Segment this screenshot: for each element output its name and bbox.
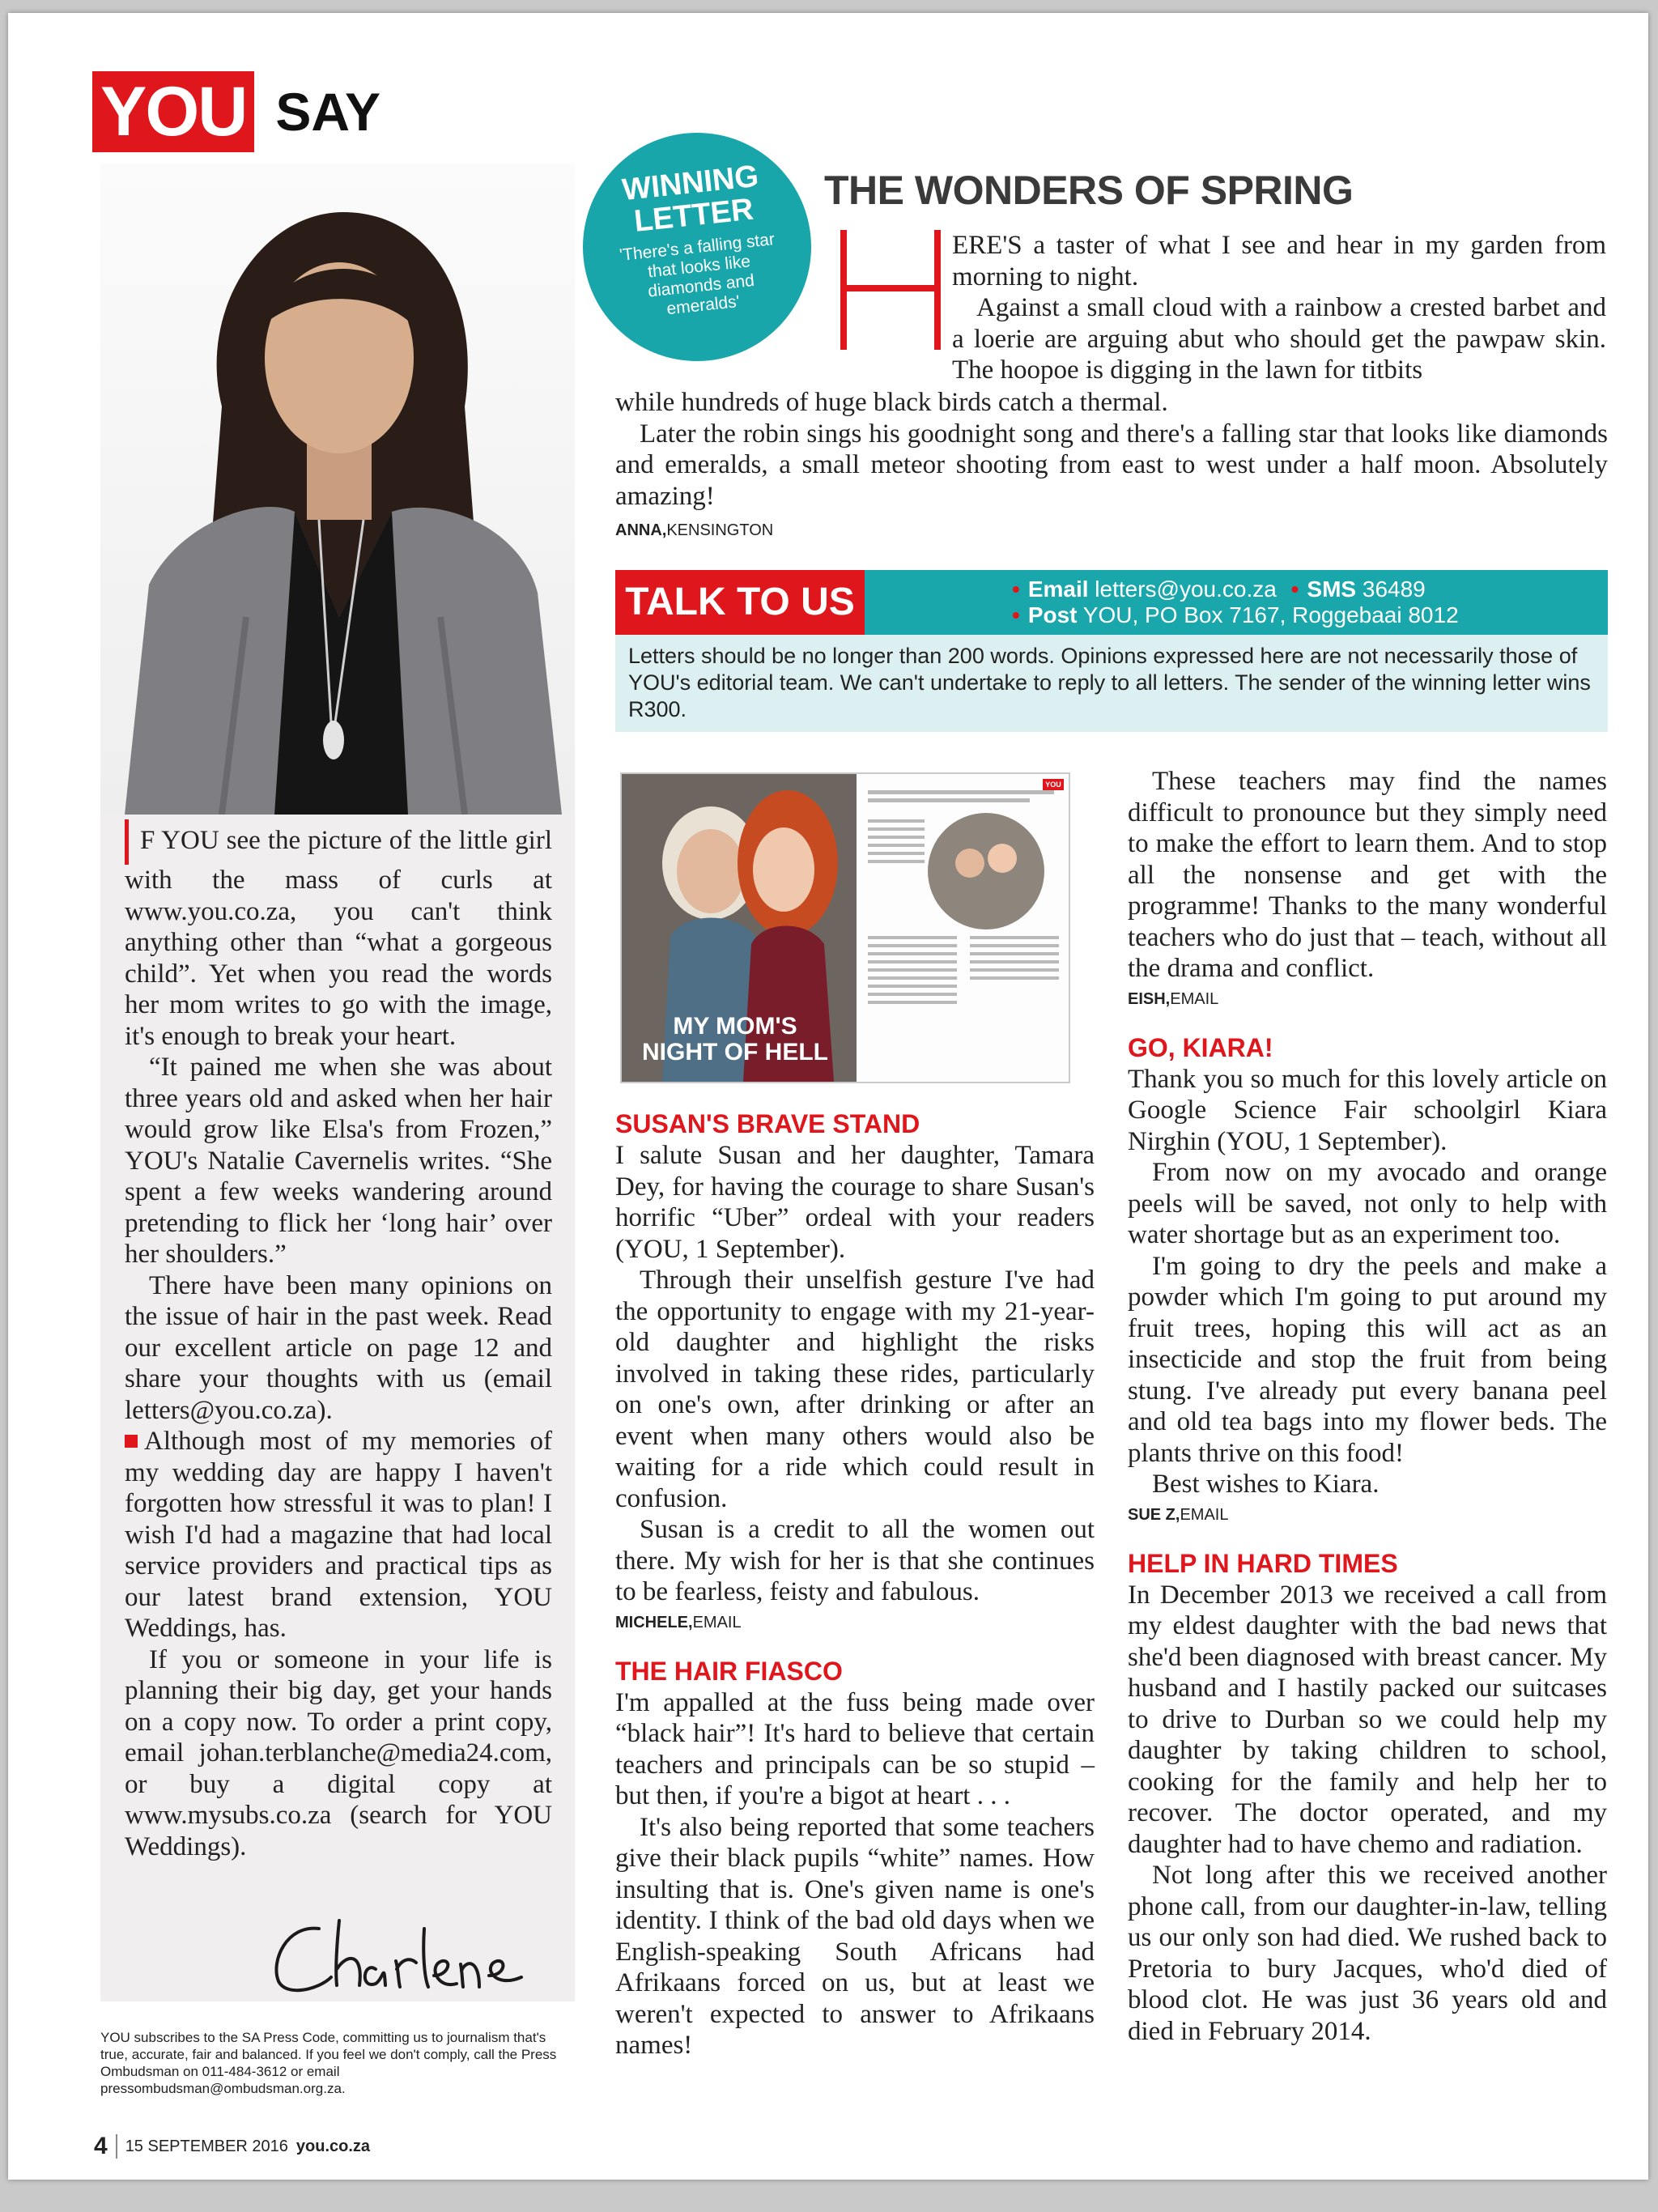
talk-rules-text: Letters should be no longer than 200 words. Opinions expressed here are not necessarily those of YOU's editorial team. We can't undertake to reply to all letters. The sender of the winning letter wins R300. bbox=[628, 644, 1591, 721]
badge-quote: 'There's a falling star that looks like diamonds and emeralds' bbox=[619, 230, 776, 319]
editor-signature bbox=[262, 1912, 538, 2001]
section-masthead bbox=[92, 71, 380, 152]
editor-portrait-illustration bbox=[100, 164, 575, 815]
spread-logo: YOU bbox=[1045, 781, 1061, 789]
susan-paragraph-3: Susan is a credit to all the women out there. My wish for her is that she continues to be fearless, feisty and fabulous. bbox=[615, 1515, 1095, 1606]
you-logo: YOU bbox=[92, 71, 254, 152]
kiara-paragraph-1: Thank you so much for this lovely article on Google Science Fair schoolgirl Kiara Nirghin (YOU, 1 September). bbox=[1128, 1064, 1607, 1156]
susan-letter-title: SUSAN'S BRAVE STAND bbox=[615, 1109, 920, 1138]
page-footer bbox=[94, 2133, 370, 2160]
susan-signature: MICHELE,EMAIL bbox=[615, 1613, 742, 1631]
susan-paragraph-2: Through their unselfish gesture I've had the opportunity to engage with my 21-year-old daughter and highlight the risks involved in taking these rides, particularly on one's own, after drinking or after an event when many others would also be waiting for a ride which could result in confusion. bbox=[615, 1266, 1095, 1513]
magazine-page bbox=[8, 13, 1648, 2180]
bullet-square-icon bbox=[125, 1435, 138, 1448]
talk-contact-details: • Email letters@you.co.za • SMS 36489 • Post YOU, PO Box 7167, Roggebaai 8012 bbox=[1012, 576, 1459, 627]
susan-paragraph-1: I salute Susan and her daughter, Tamara Dey, for having the courage to share Susan's horrific “Uber” ordeal with your readers (YOU, 1 September). bbox=[615, 1141, 1095, 1264]
editor-paragraph-3: There have been many opinions on the issue of hair in the past week. Read our excellent article on page 12 and share your thoughts with us (email letters@you.co.za). bbox=[125, 1270, 552, 1425]
winning-letter-badge bbox=[572, 121, 823, 372]
hard-times-letter-title: HELP IN HARD TIMES bbox=[1128, 1548, 1398, 1578]
editor-letter-text bbox=[125, 819, 552, 1862]
hair-letter-title: THE HAIR FIASCO bbox=[615, 1656, 843, 1686]
letters-column-middle bbox=[615, 1108, 1095, 2061]
hard-times-paragraph-2: Not long after this we received another phone call, from our daughter-in-law, telling us our only son had died. We rushed back to Pretoria to bury Jacques, who'd died of blood clot. He was just 36 years old and died in February 2014. bbox=[1128, 1861, 1607, 2046]
winning-paragraph-2b: while hundreds of huge black birds catch a thermal. bbox=[615, 388, 1168, 417]
hair-signature: EISH,EMAIL bbox=[1128, 989, 1219, 1008]
contact-sms: 36489 bbox=[1362, 576, 1426, 602]
dropcap-h bbox=[840, 230, 941, 350]
winning-signature: ANNA,KENSINGTON bbox=[615, 521, 774, 539]
contact-post: YOU, PO Box 7167, Roggebaai 8012 bbox=[1082, 602, 1459, 627]
footer-divider bbox=[116, 2134, 117, 2159]
kiara-signature: SUE Z,EMAIL bbox=[1128, 1505, 1229, 1524]
magazine-spread-thumbnail bbox=[620, 772, 1070, 1083]
page-number: 4 bbox=[94, 2133, 108, 2159]
hard-times-paragraph-1: In December 2013 we received a call from my eldest daughter with the bad news that she'd been diagnosed with breast cancer. My husband and I hastily packed our suitcases to drive to Durban so we could help my daughter by taking children to school, cooking for the family and help her to recover. The doctor operated, and my daughter had to have chemo and radiation. bbox=[1128, 1580, 1607, 1859]
issue-date: 15 SEPTEMBER 2016 bbox=[125, 2137, 288, 2155]
hair-paragraph-2: It's also being reported that some teachers give their black pupils “white” names. How insulting that is. One's given name is one's identity. I think of the bad old days when we English-speaking South Africans had Afrikaans forced on us, but at least we weren't expected to answer to Afrikaans names! bbox=[615, 1812, 1095, 2060]
kiara-paragraph-3: I'm going to dry the peels and make a powder which I'm going to put around my fruit trees, hoping this will act as an insecticide and stop the fruit from being stung. I've already put every banana peel and old tea bags into my flower beds. The plants thrive on this food! bbox=[1128, 1251, 1607, 1468]
kiara-letter-title: GO, KIARA! bbox=[1128, 1032, 1273, 1062]
dropcap-bar bbox=[125, 819, 129, 865]
editor-paragraph-1: F YOU see the picture of the little girl with the mass of curls at www.you.co.za, you can't think anything other than “what a gorgeous child”. Yet when you read the words her mom writes to go with the image, it's enough to break your heart. bbox=[125, 826, 552, 1051]
editor-paragraph-2: “It pained me when she was about three years old and asked when her hair would grow like Elsa's from Frozen,” YOU's Natalie Cavernelis writes. “She spent a few weeks wandering around pretending to flick her ‘long hair’ over her shoulders.” bbox=[125, 1053, 552, 1269]
editor-paragraph-4: Although most of my memories of my wedding day are happy I haven't forgotten how stressful it was to plan! I wish I'd had a magazine that had local service providers and practical tips as our latest brand extension, YOU Weddings, has. bbox=[125, 1427, 552, 1643]
editor-sidebar bbox=[100, 164, 575, 2001]
letters-column-right bbox=[1128, 766, 1607, 2047]
spread-headline: MY MOM'S NIGHT OF HELL bbox=[642, 1013, 828, 1066]
site-name: you.co.za bbox=[295, 2137, 371, 2155]
winning-paragraph-2a: Against a small cloud with a rainbow a crested barbet and a loerie are arguing abut who should get the pawpaw skin. The hoopoe is digging in the lawn for titbits bbox=[952, 293, 1606, 385]
kiara-paragraph-2: From now on my avocado and orange peels will be saved, not only to help with water shortage but as an experiment too. bbox=[1128, 1158, 1607, 1249]
winning-paragraph-3: Later the robin sings his goodnight song and there's a falling star that looks like diamonds and emeralds, a small meteor shooting from east to west under a half moon. Absolutely amazing! bbox=[615, 419, 1608, 511]
badge-title: WINNING LETTER bbox=[620, 159, 760, 239]
press-code-note: YOU subscribes to the SA Press Code, committing us to journalism that's true, accurate, fair and balanced. If you feel we don't comply, call the Press Ombudsman on 011-484-3612 or email pressombudsman@ombudsman.org.za. bbox=[100, 2030, 557, 2096]
winning-text-top bbox=[952, 230, 1606, 386]
kiara-paragraph-4: Best wishes to Kiara. bbox=[1152, 1470, 1380, 1499]
winning-headline: THE WONDERS OF SPRING bbox=[824, 168, 1354, 213]
winning-paragraph-1: ERE'S a taster of what I see and hear in my garden from morning to night. bbox=[952, 231, 1606, 291]
hair-paragraph-1: I'm appalled at the fuss being made over “black hair”! It's hard to believe that certain teachers and principals can be so stupid – but then, if you're a bigot at heart . . . bbox=[615, 1687, 1095, 1810]
say-word: SAY bbox=[275, 82, 381, 142]
hair-paragraph-3: These teachers may find the names difficult to pronounce but they simply need to make the effort to learn them. And to stop all the nonsense and get with the programme! Thanks to the many wonderful teachers who do just that – teach, without all the drama and conflict. bbox=[1128, 767, 1607, 983]
editor-paragraph-5: If you or someone in your life is planning their big day, get your hands on a copy now. To order a print copy, email johan.terblanche@media24.com, or buy a digital copy at www.mysubs.co.za (search for YOU Weddings). bbox=[125, 1644, 552, 1861]
winning-text-bottom bbox=[615, 387, 1608, 547]
talk-to-us-title: TALK TO US bbox=[615, 570, 865, 635]
talk-rules-box bbox=[615, 635, 1608, 732]
editor-photo bbox=[100, 164, 575, 815]
contact-email: letters@you.co.za bbox=[1095, 576, 1277, 602]
